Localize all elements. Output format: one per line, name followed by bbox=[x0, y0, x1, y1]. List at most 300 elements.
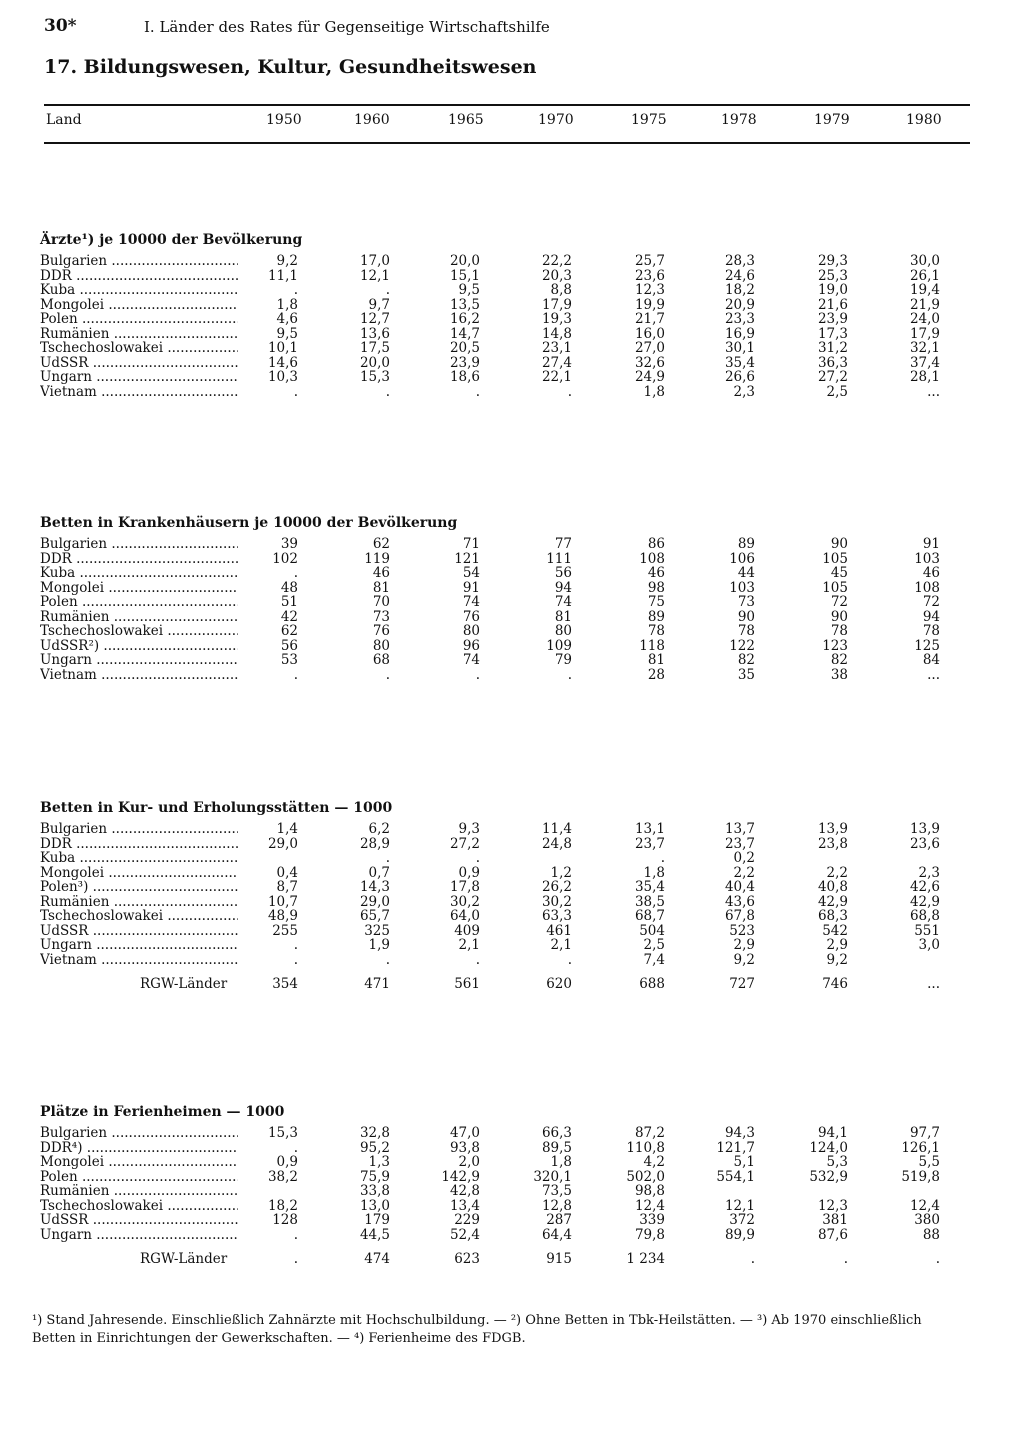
cell-value: 30,2 bbox=[449, 893, 480, 910]
table-row bbox=[40, 1228, 960, 1243]
section-title: Ärzte¹) je 10000 der Bevölkerung bbox=[40, 232, 303, 248]
table-row bbox=[40, 1170, 960, 1185]
page-header bbox=[44, 16, 550, 36]
cell-value: 95,2 bbox=[359, 1139, 390, 1156]
cell-value: . bbox=[385, 282, 390, 298]
cell-value: 29,3 bbox=[817, 253, 848, 269]
cell-value: 18,2 bbox=[724, 282, 755, 298]
cell-value: 14,8 bbox=[541, 325, 572, 342]
cell-value: 22,2 bbox=[541, 253, 572, 269]
cell-value: 121,7 bbox=[716, 1139, 755, 1156]
cell-value: 76 bbox=[462, 608, 480, 625]
cell-value: 2,2 bbox=[733, 864, 755, 881]
total-row bbox=[40, 977, 960, 992]
cell-value: 93,8 bbox=[449, 1139, 480, 1156]
cell-value: 67,8 bbox=[724, 908, 755, 924]
cell-value: 12,4 bbox=[909, 1197, 940, 1214]
cell-value: 87,2 bbox=[634, 1125, 665, 1141]
table-row bbox=[40, 385, 960, 400]
cell-value: 35,4 bbox=[634, 879, 665, 895]
cell-value: 54 bbox=[462, 565, 480, 581]
cell-value: 13,6 bbox=[359, 325, 390, 342]
cell-value: . bbox=[750, 1251, 755, 1267]
cell-value: 80 bbox=[554, 623, 572, 639]
cell-value: 2,2 bbox=[826, 864, 848, 881]
cell-value: 2,3 bbox=[918, 864, 940, 881]
table-row bbox=[40, 909, 960, 924]
row-label: Mongolei ..... bbox=[40, 866, 238, 881]
row-label: Rumänien ..... bbox=[40, 895, 238, 910]
cell-value: 75 bbox=[647, 594, 665, 610]
cell-value: 68 bbox=[372, 652, 390, 668]
cell-value: 28,3 bbox=[724, 253, 755, 269]
cell-value: 320,1 bbox=[533, 1168, 572, 1185]
column-header bbox=[44, 112, 970, 136]
cell-value: 45 bbox=[830, 565, 848, 581]
cell-value: 9,2 bbox=[733, 951, 755, 968]
cell-value: 109 bbox=[546, 637, 572, 654]
cell-value: 76 bbox=[372, 623, 390, 639]
cell-value: . bbox=[843, 1251, 848, 1267]
table-row bbox=[40, 370, 960, 385]
cell-value: 26,6 bbox=[724, 369, 755, 385]
cell-value: 38 bbox=[830, 666, 848, 683]
row-label: Polen ..... bbox=[40, 595, 238, 610]
cell-value: 4,2 bbox=[643, 1154, 665, 1170]
cell-value: 620 bbox=[546, 976, 572, 992]
cell-value: . bbox=[293, 951, 298, 968]
table-section bbox=[40, 515, 960, 682]
cell-value: 5,5 bbox=[918, 1154, 940, 1170]
table-row bbox=[40, 866, 960, 881]
cell-value: . bbox=[293, 282, 298, 298]
cell-value: 2,3 bbox=[733, 383, 755, 400]
cell-value: 502,0 bbox=[626, 1168, 665, 1185]
cell-value: 119 bbox=[364, 550, 390, 567]
table-row bbox=[40, 639, 960, 654]
cell-value: 9,7 bbox=[368, 296, 390, 313]
cell-value: ... bbox=[927, 976, 940, 992]
cell-value: 89,9 bbox=[724, 1226, 755, 1243]
cell-value: 9,2 bbox=[276, 253, 298, 269]
cell-value: 2,5 bbox=[826, 383, 848, 400]
cell-value: 16,0 bbox=[634, 325, 665, 342]
cell-value: 19,3 bbox=[541, 311, 572, 327]
cell-value: 88 bbox=[922, 1226, 940, 1243]
row-label: Kuba ..... bbox=[40, 566, 238, 581]
cell-value: 84 bbox=[922, 652, 940, 668]
cell-value: 96 bbox=[462, 637, 480, 654]
cell-value: 32,6 bbox=[634, 354, 665, 371]
cell-value: 727 bbox=[729, 976, 755, 992]
cell-value: 19,9 bbox=[634, 296, 665, 313]
cell-value: 504 bbox=[639, 922, 665, 939]
cell-value: 1,8 bbox=[643, 383, 665, 400]
cell-value: 2,1 bbox=[458, 937, 480, 953]
cell-value: 36,3 bbox=[817, 354, 848, 371]
cell-value: 28,9 bbox=[359, 835, 390, 852]
row-label: Rumänien ..... bbox=[40, 610, 238, 625]
table-row bbox=[40, 953, 960, 968]
cell-value: 73 bbox=[737, 594, 755, 610]
cell-value: 1,2 bbox=[550, 864, 572, 881]
cell-value: 68,3 bbox=[817, 908, 848, 924]
cell-value: 23,1 bbox=[541, 340, 572, 356]
cell-value: 90 bbox=[830, 608, 848, 625]
cell-value: 98 bbox=[647, 579, 665, 596]
row-label: Ungarn ..... bbox=[40, 1228, 238, 1243]
cell-value: 9,3 bbox=[458, 821, 480, 837]
cell-value: 39 bbox=[280, 536, 298, 552]
table-row bbox=[40, 1199, 960, 1214]
table-row bbox=[40, 837, 960, 852]
cell-value: 26,2 bbox=[541, 879, 572, 895]
cell-value: . bbox=[293, 383, 298, 400]
cell-value: 62 bbox=[280, 623, 298, 639]
cell-value: ... bbox=[927, 383, 940, 400]
row-label: Bulgarien ..... bbox=[40, 1126, 238, 1141]
table-row bbox=[40, 938, 960, 953]
table-row bbox=[40, 895, 960, 910]
table-row bbox=[40, 254, 960, 269]
cell-value: 8,7 bbox=[276, 879, 298, 895]
cell-value: 9,2 bbox=[826, 951, 848, 968]
row-label: Rumänien ..... bbox=[40, 1184, 238, 1199]
cell-value: 68,7 bbox=[634, 908, 665, 924]
row-label: UdSSR ..... bbox=[40, 1213, 238, 1228]
cell-value: 42,9 bbox=[817, 893, 848, 910]
cell-value: 48 bbox=[280, 579, 298, 596]
row-label: Bulgarien ..... bbox=[40, 537, 238, 552]
cell-value: 27,2 bbox=[449, 835, 480, 852]
cell-value: 24,6 bbox=[724, 267, 755, 284]
row-label: Mongolei ..... bbox=[40, 581, 238, 596]
cell-value: 746 bbox=[822, 976, 848, 992]
table-row bbox=[40, 537, 960, 552]
cell-value: 10,3 bbox=[267, 369, 298, 385]
row-label: Tschechoslowakei ..... bbox=[40, 1199, 238, 1214]
cell-value: 77 bbox=[554, 536, 572, 552]
cell-value: 74 bbox=[554, 594, 572, 610]
cell-value: 125 bbox=[914, 637, 940, 654]
cell-value: 0,4 bbox=[276, 864, 298, 881]
cell-value: 42,8 bbox=[449, 1183, 480, 1199]
section-title: Betten in Kur- und Erholungsstätten — 1000 bbox=[40, 800, 393, 816]
cell-value: . bbox=[660, 850, 665, 866]
cell-value: . bbox=[475, 383, 480, 400]
cell-value: 64,0 bbox=[449, 908, 480, 924]
cell-value: 12,7 bbox=[359, 311, 390, 327]
row-label: Polen ..... bbox=[40, 312, 238, 327]
cell-value: . bbox=[293, 565, 298, 581]
table-row bbox=[40, 610, 960, 625]
cell-value: 1,8 bbox=[550, 1154, 572, 1170]
cell-value: 532,9 bbox=[809, 1168, 848, 1185]
table-row bbox=[40, 581, 960, 596]
cell-value: 12,3 bbox=[634, 282, 665, 298]
cell-value: 551 bbox=[914, 922, 940, 939]
cell-value: 91 bbox=[922, 536, 940, 552]
cell-value: 40,4 bbox=[724, 879, 755, 895]
row-label: Kuba ..... bbox=[40, 283, 238, 298]
cell-value: 142,9 bbox=[441, 1168, 480, 1185]
cell-value: 287 bbox=[546, 1212, 572, 1228]
row-label: Rumänien ..... bbox=[40, 327, 238, 342]
cell-value: . bbox=[935, 1251, 940, 1267]
cell-value: 380 bbox=[914, 1212, 940, 1228]
cell-value: 471 bbox=[364, 976, 390, 992]
cell-value: 13,9 bbox=[909, 821, 940, 837]
cell-value: 65,7 bbox=[359, 908, 390, 924]
cell-value: 25,3 bbox=[817, 267, 848, 284]
table-row bbox=[40, 269, 960, 284]
cell-value: 33,8 bbox=[359, 1183, 390, 1199]
cell-value: 21,6 bbox=[817, 296, 848, 313]
cell-value: 89,5 bbox=[541, 1139, 572, 1156]
cell-value: 123 bbox=[822, 637, 848, 654]
cell-value: 0,9 bbox=[276, 1154, 298, 1170]
cell-value: 12,8 bbox=[541, 1197, 572, 1214]
cell-value: 0,9 bbox=[458, 864, 480, 881]
cell-value: 44 bbox=[737, 565, 755, 581]
cell-value: 78 bbox=[830, 623, 848, 639]
cell-value: 27,4 bbox=[541, 354, 572, 371]
cell-value: 80 bbox=[372, 637, 390, 654]
cell-value: 32,1 bbox=[909, 340, 940, 356]
cell-value: 79 bbox=[554, 652, 572, 668]
cell-value: 339 bbox=[639, 1212, 665, 1228]
table-row bbox=[40, 851, 960, 866]
section-title: Plätze in Ferienheimen — 1000 bbox=[40, 1104, 285, 1120]
cell-value: 0,7 bbox=[368, 864, 390, 881]
cell-value: 24,8 bbox=[541, 835, 572, 852]
col-land: Land bbox=[46, 112, 82, 128]
cell-value: 17,0 bbox=[359, 253, 390, 269]
cell-value: 22,1 bbox=[541, 369, 572, 385]
cell-value: 17,9 bbox=[909, 325, 940, 342]
running-title: I. Länder des Rates für Gegenseitige Wirtschaftshilfe bbox=[144, 18, 550, 36]
cell-value: 89 bbox=[647, 608, 665, 625]
cell-value: 48,9 bbox=[267, 908, 298, 924]
cell-value: 20,9 bbox=[724, 296, 755, 313]
cell-value: 2,0 bbox=[458, 1154, 480, 1170]
cell-value: 915 bbox=[546, 1251, 572, 1267]
cell-value: 23,9 bbox=[817, 311, 848, 327]
cell-value: 74 bbox=[462, 594, 480, 610]
header-bottom-rule bbox=[44, 142, 970, 144]
table-row bbox=[40, 356, 960, 371]
cell-value: 52,4 bbox=[449, 1226, 480, 1243]
cell-value: . bbox=[475, 850, 480, 866]
cell-value: 561 bbox=[454, 976, 480, 992]
table-section bbox=[40, 1104, 960, 1267]
col-year: 1965 bbox=[448, 112, 484, 128]
cell-value: 74 bbox=[462, 652, 480, 668]
cell-value: . bbox=[475, 666, 480, 683]
row-label: DDR ..... bbox=[40, 269, 238, 284]
cell-value: 64,4 bbox=[541, 1226, 572, 1243]
cell-value: 94 bbox=[922, 608, 940, 625]
row-label: Tschechoslowakei ..... bbox=[40, 909, 238, 924]
cell-value: . bbox=[385, 951, 390, 968]
cell-value: 8,8 bbox=[550, 282, 572, 298]
cell-value: 38,2 bbox=[267, 1168, 298, 1185]
cell-value: 56 bbox=[554, 565, 572, 581]
cell-value: . bbox=[385, 666, 390, 683]
cell-value: 53 bbox=[280, 652, 298, 668]
cell-value: 7,4 bbox=[643, 951, 665, 968]
cell-value: 10,7 bbox=[267, 893, 298, 910]
cell-value: 9,5 bbox=[276, 325, 298, 342]
cell-value: 27,2 bbox=[817, 369, 848, 385]
table-section bbox=[40, 232, 960, 399]
cell-value: 94,3 bbox=[724, 1125, 755, 1141]
row-label: Kuba ..... bbox=[40, 851, 238, 866]
cell-value: 56 bbox=[280, 637, 298, 654]
cell-value: 90 bbox=[830, 536, 848, 552]
cell-value: 26,1 bbox=[909, 267, 940, 284]
cell-value: 94,1 bbox=[817, 1125, 848, 1141]
cell-value: 15,1 bbox=[449, 267, 480, 284]
cell-value: 1 234 bbox=[626, 1251, 665, 1267]
cell-value: 20,3 bbox=[541, 267, 572, 284]
cell-value: 82 bbox=[830, 652, 848, 668]
cell-value: 15,3 bbox=[267, 1125, 298, 1141]
row-label: Mongolei ..... bbox=[40, 298, 238, 313]
cell-value: 81 bbox=[554, 608, 572, 625]
cell-value: 381 bbox=[822, 1212, 848, 1228]
table-row bbox=[40, 880, 960, 895]
cell-value: 86 bbox=[647, 536, 665, 552]
cell-value: 121 bbox=[454, 550, 480, 567]
cell-value: 94 bbox=[554, 579, 572, 596]
cell-value: 409 bbox=[454, 922, 480, 939]
cell-value: . bbox=[567, 666, 572, 683]
row-label: Vietnam ..... bbox=[40, 385, 238, 400]
cell-value: 90 bbox=[737, 608, 755, 625]
row-label: DDR ..... bbox=[40, 552, 238, 567]
cell-value: 12,4 bbox=[634, 1197, 665, 1214]
total-row bbox=[40, 1252, 960, 1267]
cell-value: 108 bbox=[914, 579, 940, 596]
cell-value: 63,3 bbox=[541, 908, 572, 924]
cell-value: 126,1 bbox=[901, 1139, 940, 1156]
cell-value: 102 bbox=[272, 550, 298, 567]
cell-value: 1,9 bbox=[368, 937, 390, 953]
table-row bbox=[40, 595, 960, 610]
row-label: Bulgarien ..... bbox=[40, 254, 238, 269]
cell-value: 37,4 bbox=[909, 354, 940, 371]
col-year: 1970 bbox=[538, 112, 574, 128]
cell-value: . bbox=[293, 1251, 298, 1267]
table-row bbox=[40, 668, 960, 683]
cell-value: 3,0 bbox=[918, 937, 940, 953]
cell-value: 474 bbox=[364, 1251, 390, 1267]
row-label: Polen ..... bbox=[40, 1170, 238, 1185]
cell-value: 519,8 bbox=[901, 1168, 940, 1185]
cell-value: 97,7 bbox=[909, 1125, 940, 1141]
cell-value: 30,1 bbox=[724, 340, 755, 356]
row-label: Ungarn ..... bbox=[40, 653, 238, 668]
cell-value: 461 bbox=[546, 922, 572, 939]
cell-value: 106 bbox=[729, 550, 755, 567]
cell-value: 542 bbox=[822, 922, 848, 939]
cell-value: 179 bbox=[364, 1212, 390, 1228]
cell-value: 2,9 bbox=[733, 937, 755, 953]
cell-value: 42,9 bbox=[909, 893, 940, 910]
table-row bbox=[40, 1213, 960, 1228]
table-row bbox=[40, 1126, 960, 1141]
table-section bbox=[40, 800, 960, 992]
cell-value: 2,5 bbox=[643, 937, 665, 953]
table-row bbox=[40, 653, 960, 668]
cell-value: 12,1 bbox=[724, 1197, 755, 1214]
cell-value: 35,4 bbox=[724, 354, 755, 371]
cell-value: 111 bbox=[546, 550, 572, 567]
cell-value: 103 bbox=[914, 550, 940, 567]
cell-value: 523 bbox=[729, 922, 755, 939]
total-label: RGW-Länder bbox=[140, 1252, 228, 1267]
table-row bbox=[40, 566, 960, 581]
cell-value: 32,8 bbox=[359, 1125, 390, 1141]
cell-value: 16,2 bbox=[449, 311, 480, 327]
cell-value: 13,1 bbox=[634, 821, 665, 837]
cell-value: 105 bbox=[822, 550, 848, 567]
cell-value: 25,7 bbox=[634, 253, 665, 269]
cell-value: 20,0 bbox=[359, 354, 390, 371]
cell-value: 28 bbox=[647, 666, 665, 683]
total-label: RGW-Länder bbox=[140, 977, 228, 992]
cell-value: 71 bbox=[462, 536, 480, 552]
row-label: Tschechoslowakei ..... bbox=[40, 624, 238, 639]
cell-value: . bbox=[293, 666, 298, 683]
table-row bbox=[40, 822, 960, 837]
col-year: 1975 bbox=[631, 112, 667, 128]
cell-value: 17,3 bbox=[817, 325, 848, 342]
cell-value: 110,8 bbox=[626, 1139, 665, 1156]
cell-value: 16,9 bbox=[724, 325, 755, 342]
cell-value: 15,3 bbox=[359, 369, 390, 385]
cell-value: 11,1 bbox=[267, 267, 298, 284]
cell-value: 13,0 bbox=[359, 1197, 390, 1214]
cell-value: 68,8 bbox=[909, 908, 940, 924]
col-year: 1980 bbox=[906, 112, 942, 128]
cell-value: 46 bbox=[647, 565, 665, 581]
cell-value: 23,9 bbox=[449, 354, 480, 371]
row-label: Tschechoslowakei ..... bbox=[40, 341, 238, 356]
cell-value: 27,0 bbox=[634, 340, 665, 356]
cell-value: 1,8 bbox=[276, 296, 298, 313]
cell-value: . bbox=[385, 383, 390, 400]
cell-value: 24,9 bbox=[634, 369, 665, 385]
cell-value: . bbox=[475, 951, 480, 968]
cell-value: . bbox=[567, 951, 572, 968]
cell-value: 46 bbox=[922, 565, 940, 581]
cell-value: 10,1 bbox=[267, 340, 298, 356]
cell-value: 103 bbox=[729, 579, 755, 596]
col-year: 1978 bbox=[721, 112, 757, 128]
table-row bbox=[40, 312, 960, 327]
footnotes bbox=[32, 1312, 962, 1348]
cell-value: . bbox=[385, 850, 390, 866]
row-label: DDR⁴) ..... bbox=[40, 1141, 238, 1156]
cell-value: 13,5 bbox=[449, 296, 480, 313]
cell-value: 118 bbox=[639, 637, 665, 654]
row-label: DDR ..... bbox=[40, 837, 238, 852]
cell-value: . bbox=[293, 937, 298, 953]
cell-value: 23,3 bbox=[724, 311, 755, 327]
table-row bbox=[40, 327, 960, 342]
